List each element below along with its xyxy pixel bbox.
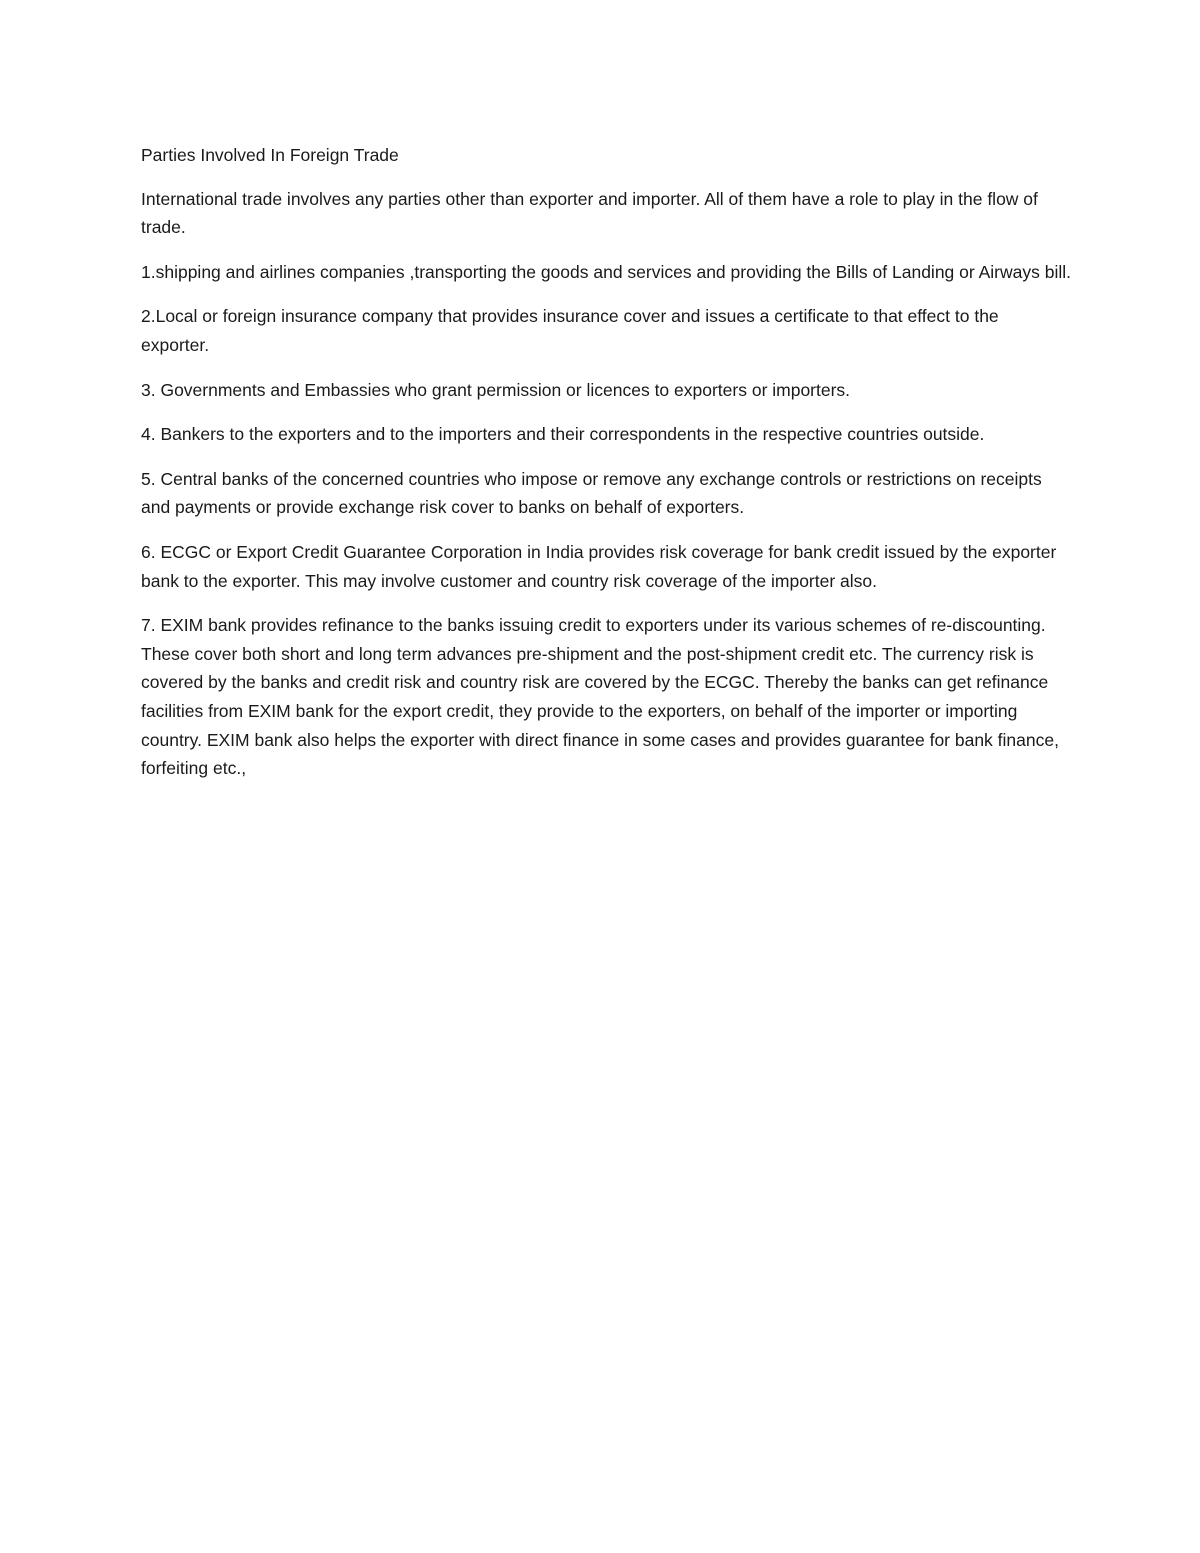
list-item: 5. Central banks of the concerned countries who impose or remove any exchange controls or restrictions on receipts and payments or provide exchange risk cover to banks on behalf of exporters. xyxy=(141,468,1042,518)
list-item: 4. Bankers to the exporters and to the importers and their correspondents in the respective countries outside. xyxy=(141,424,985,445)
document-body xyxy=(141,141,1071,799)
list-item: 1.shipping and airlines companies ,transporting the goods and services and providing the Bills of Landing or Airways bill. xyxy=(141,261,1071,282)
list-item: 7. EXIM bank provides refinance to the banks issuing credit to exporters under its various schemes of re-discounting. These cover both short and long term advances pre-shipment and the post-shipment credit etc. The currency risk is covered by the banks and credit risk and country risk are covered by the ECGC. Thereby the banks can get refinance facilities from EXIM bank for the export credit, they provide to the exporters, on behalf of the importer or importing country. EXIM bank also helps the exporter with direct finance in some cases and provides guarantee for bank finance, forfeiting etc., xyxy=(141,615,1059,779)
list-item: 3. Governments and Embassies who grant permission or licences to exporters or importers. xyxy=(141,379,851,400)
intro-paragraph: International trade involves any parties other than exporter and importer. All of them have a role to play in the flow of trade. xyxy=(141,188,1038,238)
list-item: 2.Local or foreign insurance company that provides insurance cover and issues a certificate to that effect to the exporter. xyxy=(141,306,999,355)
document-title: Parties Involved In Foreign Trade xyxy=(141,145,399,165)
list-item: 6. ECGC or Export Credit Guarantee Corporation in India provides risk coverage for bank credit issued by the exporter bank to the exporter. This may involve customer and country risk coverage of the importer also. xyxy=(141,541,1057,591)
